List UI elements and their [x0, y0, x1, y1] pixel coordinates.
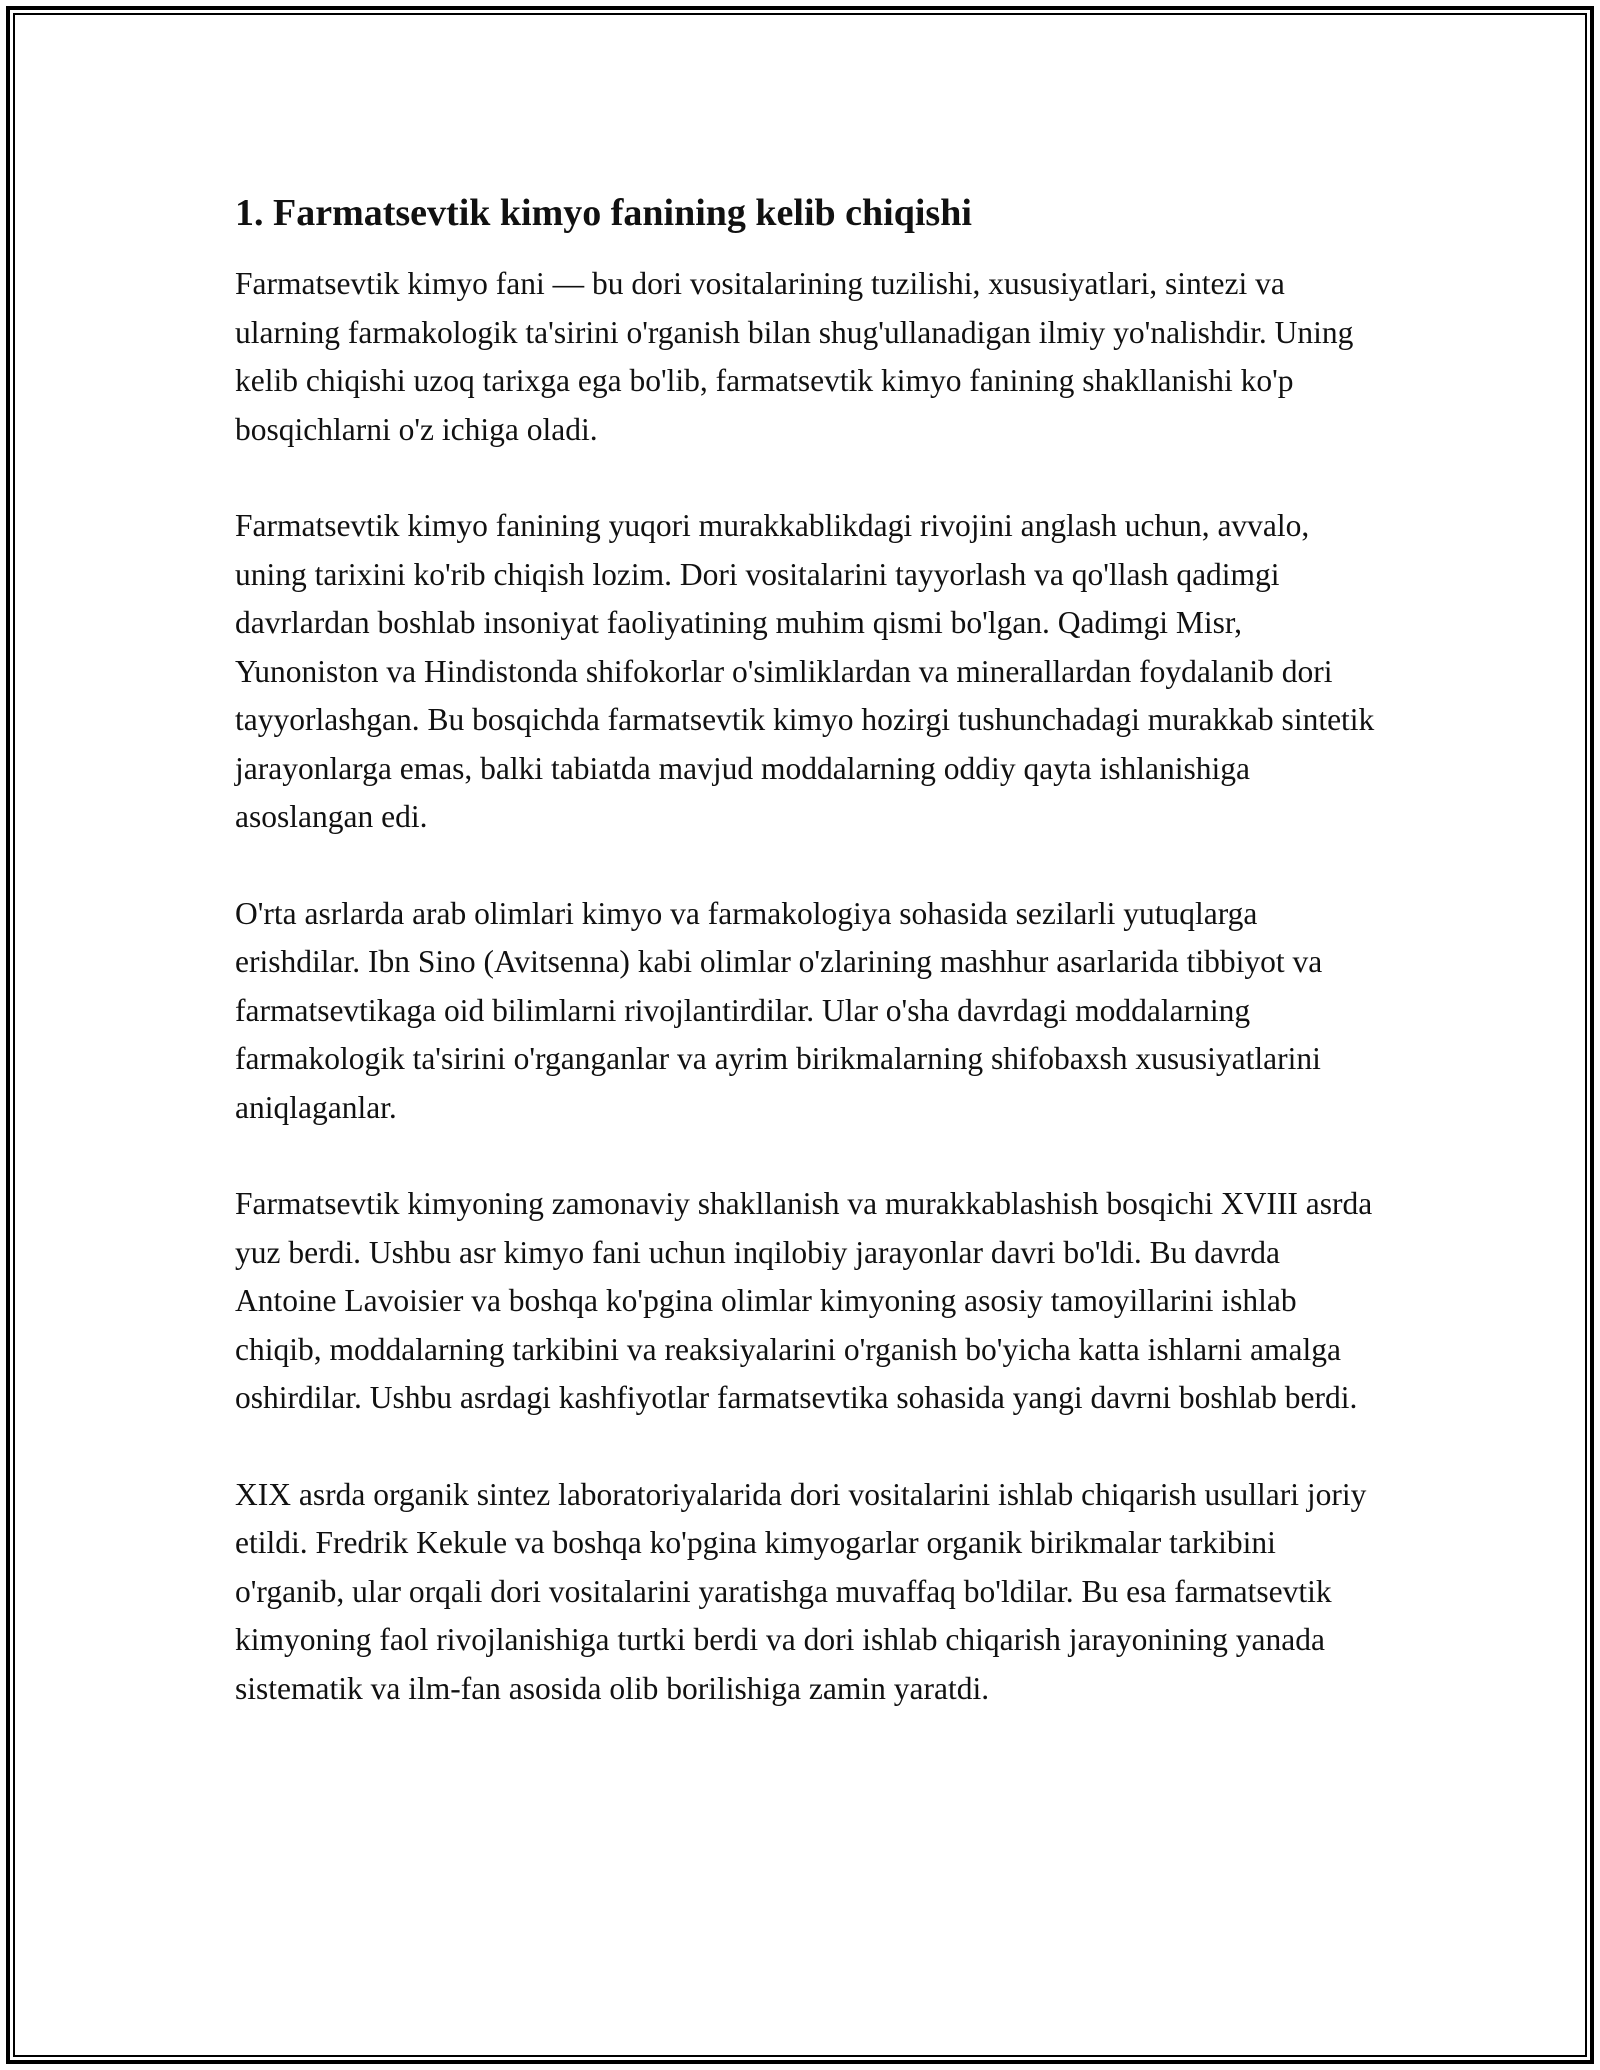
paragraph-4: Farmatsevtik kimyoning zamonaviy shakllanish va murakkablashish bosqichi XVIII asrda yuz berdi. Ushbu asr kimyo fani uchun inqilobiy jarayonlar davri bo'ldi. Bu davrda Antoine Lavoisier va boshqa ko'pgina olimlar kimyoning asosiy tamoyillarini ishlab chiqib, moddalarning tarkibini va reaksiyalarini o'rganish bo'yicha katta ishlarni amalga oshirdilar. Ushbu asrdagi kashfiyotlar farmatsevtika sohasida yangi davrni boshlab berdi. — [235, 1186, 1373, 1415]
paragraph-2: Farmatsevtik kimyo fanining yuqori murakkablikdagi rivojini anglash uchun, avvalo, uning tarixini ko'rib chiqish lozim. Dori vositalarini tayyorlash va qo'llash qadimgi davrlardan boshlab insoniyat faoliyatining muhim qismi bo'lgan. Qadimgi Misr, Yunoniston va Hindistonda shifokorlar o'simliklardan va minerallardan foydalanib dori tayyorlashgan. Bu bosqichda farmatsevtik kimyo hozirgi tushunchadagi murakkab sintetik jarayonlarga emas, balki tabiatda mavjud moddalarning oddiy qayta ishlanishiga asoslangan edi. — [235, 508, 1375, 834]
document-body — [235, 188, 1375, 1761]
section-title: 1. Farmatsevtik kimyo fanining kelib chiqishi — [235, 192, 972, 234]
paragraph-5: XIX asrda organik sintez laboratoriyalarida dori vositalarini ishlab chiqarish usullari joriy etildi. Fredrik Kekule va boshqa ko'pgina kimyogarlar organik birikmalar tarkibini o'rganib, ular orqali dori vositalarini yaratishga muvaffaq bo'ldilar. Bu esa farmatsevtik kimyoning faol rivojlanishiga turtki berdi va dori ishlab chiqarish jarayonining yanada sistematik va ilm-fan asosida olib borilishiga zamin yaratdi. — [235, 1476, 1367, 1706]
paragraph-1: Farmatsevtik kimyo fani — bu dori vositalarining tuzilishi, xususiyatlari, sintezi va ularning farmakologik ta'sirini o'rganish bilan shug'ullanadigan ilmiy yo'nalishdir. Uning kelib chiqishi uzoq tarixga ega bo'lib, farmatsevtik kimyo fanining shakllanishi ko'p bosqichlarni o'z ichiga oladi. — [235, 266, 1354, 447]
paragraph-3: O'rta asrlarda arab olimlari kimyo va farmakologiya sohasida sezilarli yutuqlarga erishdilar. Ibn Sino (Avitsenna) kabi olimlar o'zlarining mashhur asarlarida tibbiyot va farmatsevtikaga oid bilimlarni rivojlantirdilar. Ular o'sha davrdagi moddalarning farmakologik ta'sirini o'rganganlar va ayrim birikmalarning shifobaxsh xususiyatlarini aniqlaganlar. — [235, 895, 1323, 1125]
